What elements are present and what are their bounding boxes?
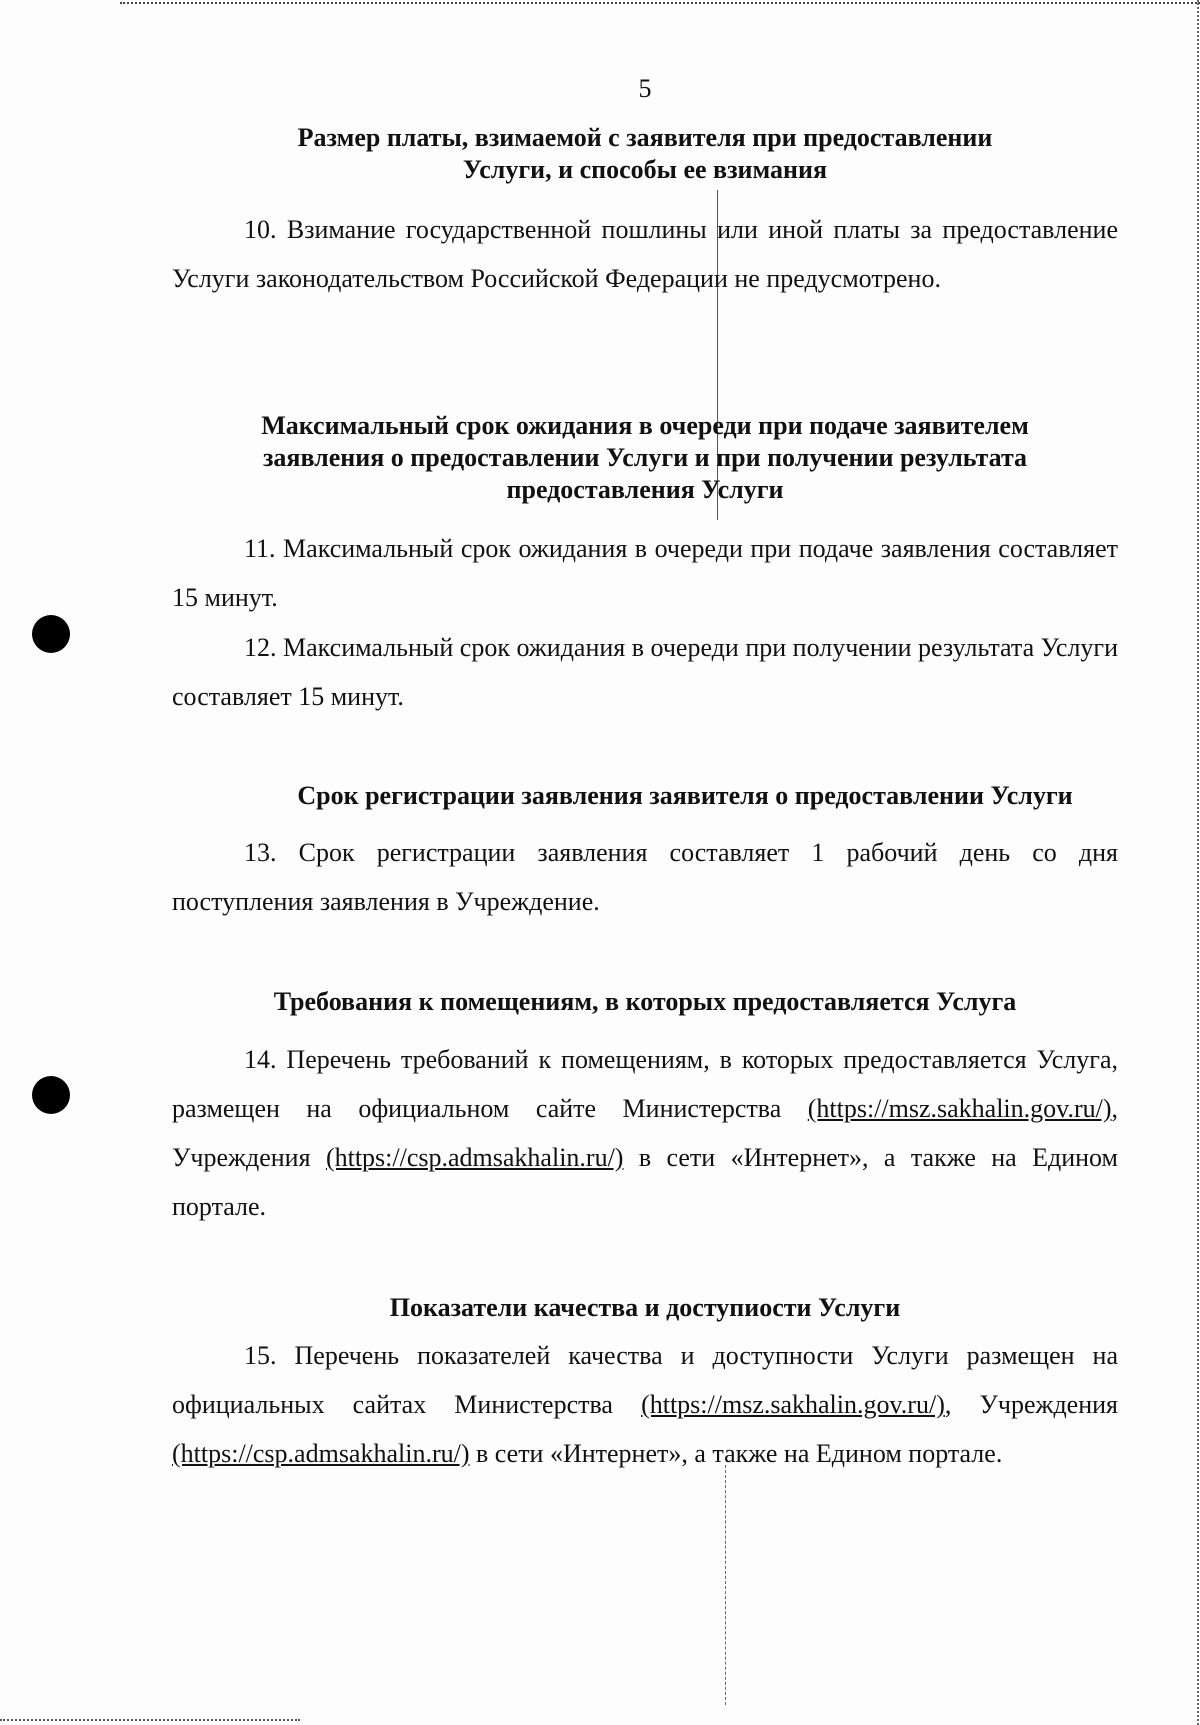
heading-line: Максимальный срок ожидания в очереди при подаче заявителем [261, 411, 1029, 440]
heading-line: Показатели качества и доступиости Услуги [389, 1293, 901, 1322]
punch-hole-icon [32, 1076, 70, 1114]
scan-edge-bottom [0, 1719, 300, 1721]
paragraph-15-text: 15. Перечень показателей качества и доступности Услуги размещен на официальных сайтах Министерства [172, 1341, 1118, 1419]
heading-line: Размер платы, взимаемой с заявителя при предоставлении [297, 123, 993, 152]
paragraph-15 [172, 1331, 1118, 1478]
section-heading-registration [252, 780, 1118, 812]
page-number: 5 [638, 74, 652, 103]
scan-edge-right [1197, 0, 1199, 1725]
paragraph-14-text: в сети «Интернет», а также на Едином портале. [172, 1143, 1119, 1221]
section-heading-fee [172, 122, 1118, 186]
paragraph-12: 12. Максимальный срок ожидания в очереди при получении результата Услуги составляет 15 минут. [172, 633, 1118, 711]
paragraph-14 [172, 1035, 1118, 1231]
paragraph-14-text: , Учреждения [172, 1094, 1118, 1172]
institution-site-link[interactable]: (https://csp.admsakhalin.ru/) [172, 1439, 470, 1468]
paragraph-10: 10. Взимание государственной пошлины или иной платы за предоставление Услуги законодательством Российской Федерации не предусмотрено. [172, 215, 1118, 293]
paragraph-14-text: 14. Перечень требований к помещениям, в которых предоставляется Услуга, размещен на официальном сайте Министерства [172, 1045, 1118, 1123]
heading-line: Срок регистрации заявления заявителя о предоставлении Услуги [297, 781, 1073, 810]
ministry-site-link[interactable]: (https://msz.sakhalin.gov.ru/) [641, 1390, 945, 1419]
scan-edge-top [120, 2, 1200, 4]
paragraph-15-text: , Учреждения [944, 1390, 1118, 1419]
section-heading-quality [172, 1292, 1118, 1324]
punch-hole-icon [32, 615, 70, 653]
section-heading-queue [172, 410, 1118, 506]
heading-line: Требования к помещениям, в которых предоставляется Услуга [273, 987, 1017, 1016]
scan-fold-line-lower [725, 1465, 726, 1705]
institution-site-link[interactable]: (https://csp.admsakhalin.ru/) [325, 1143, 624, 1172]
ministry-site-link[interactable]: (https://msz.sakhalin.gov.ru/) [807, 1094, 1112, 1123]
heading-line: Услуги, и способы ее взимания [462, 155, 828, 184]
heading-line: предоставления Услуги [506, 475, 784, 504]
paragraph-11: 11. Максимальный срок ожидания в очереди при подаче заявления составляет 15 минут. [172, 534, 1118, 612]
heading-line: заявления о предоставлении Услуги и при получении результата [262, 443, 1028, 472]
paragraph-13: 13. Срок регистрации заявления составляет 1 рабочий день со дня поступления заявления в Учреждение. [172, 838, 1118, 916]
section-heading-premises [172, 986, 1118, 1018]
paragraph-15-text: в сети «Интернет», а также на Едином портале. [469, 1439, 1003, 1468]
